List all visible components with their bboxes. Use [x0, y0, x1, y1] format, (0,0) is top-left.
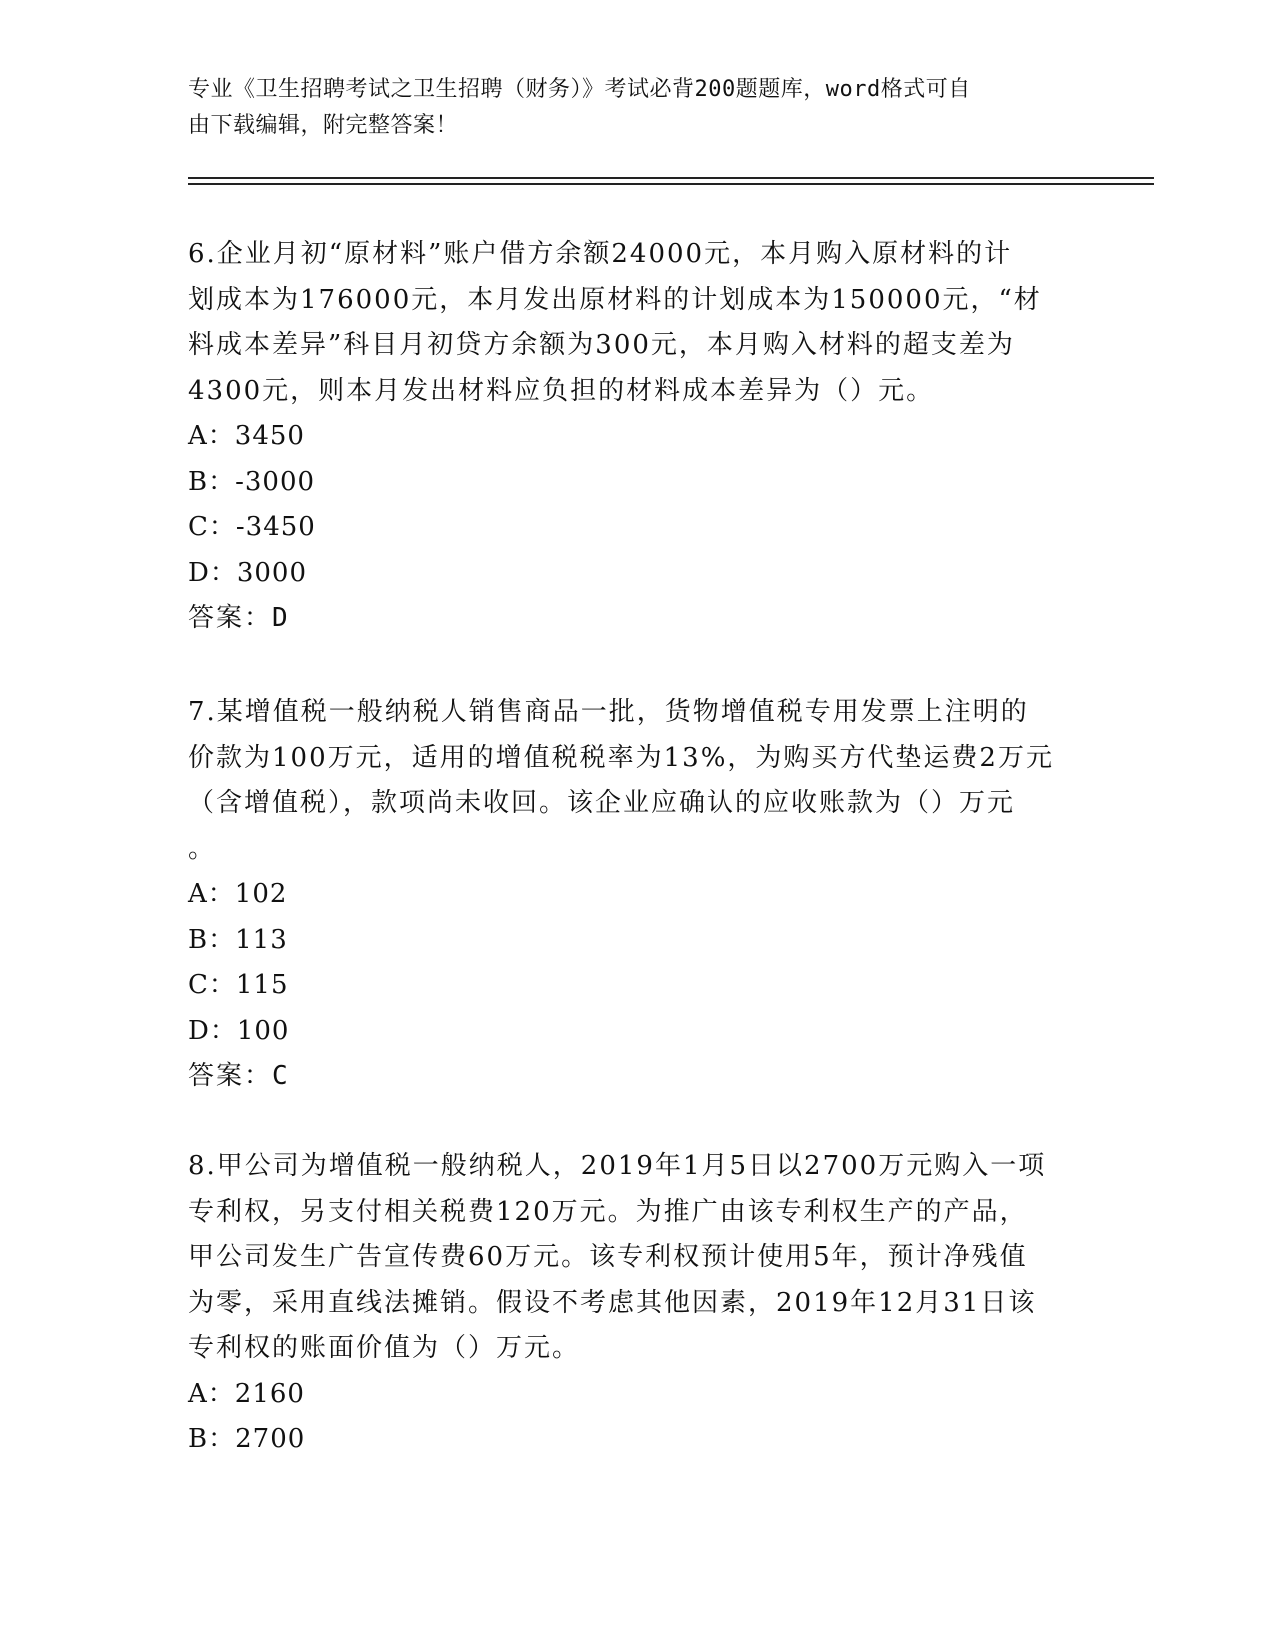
- question-stem-line: 。: [188, 833, 217, 864]
- option-d: D：3000: [188, 557, 308, 588]
- question-stem-line: 价款为100万元，适用的增值税税率为13%，为购买方代垫运费2万元: [188, 742, 1054, 773]
- option-a: A：2160: [188, 1378, 305, 1409]
- question-stem-line: 料成本差异”科目月初贷方余额为300元，本月购入材料的超支差为: [188, 330, 1015, 360]
- option-a: A：102: [188, 879, 288, 909]
- question-stem-line: 7.某增值税一般纳税人销售商品一批，货物增值税专用发票上注明的: [188, 697, 1029, 727]
- document-header: [188, 72, 1088, 144]
- header-divider-bottom: [188, 183, 1154, 185]
- header-line-2: 由下载编辑，附完整答案！: [188, 113, 459, 138]
- question-stem-line: 8.甲公司为增值税一般纳税人，2019年1月5日以2700万元购入一项: [188, 1151, 1047, 1181]
- answer: 答案：C: [188, 1061, 290, 1091]
- question-7: [188, 690, 1088, 1100]
- question-6: [188, 232, 1088, 642]
- question-stem-line: 为零，采用直线法摊销。假设不考虑其他因素，2019年12月31日该: [188, 1287, 1037, 1318]
- question-stem-line: 专利权的账面价值为（）万元。: [188, 1333, 581, 1363]
- question-stem-line: 划成本为176000元，本月发出原材料的计划成本为150000元，“材: [188, 284, 1042, 315]
- option-b: B：-3000: [188, 466, 316, 497]
- question-stem-line: 6.企业月初“原材料”账户借方余额24000元，本月购入原材料的计: [188, 239, 1013, 269]
- question-stem-line: 专利权，另支付相关税费120万元。为推广由该专利权生产的产品，: [188, 1196, 1028, 1227]
- header-line-1: 专业《卫生招聘考试之卫生招聘（财务）》考试必背200题题库，word格式可自: [188, 77, 971, 102]
- question-8: [188, 1144, 1088, 1463]
- option-c: C：-3450: [188, 512, 316, 542]
- option-d: D：100: [188, 1015, 290, 1046]
- option-a: A：3450: [188, 421, 305, 451]
- option-b: B：113: [188, 924, 288, 955]
- option-b: B：2700: [188, 1424, 306, 1454]
- answer: 答案：D: [188, 603, 290, 633]
- option-c: C：115: [188, 970, 289, 1000]
- question-stem-line: 4300元，则本月发出材料应负担的材料成本差异为（）元。: [188, 375, 935, 406]
- header-divider-top: [188, 177, 1154, 179]
- question-stem-line: （含增值税），款项尚未收回。该企业应确认的应收账款为（）万元: [188, 788, 1016, 818]
- question-stem-line: 甲公司发生广告宣传费60万元。该专利权预计使用5年，预计净残值: [188, 1242, 1028, 1272]
